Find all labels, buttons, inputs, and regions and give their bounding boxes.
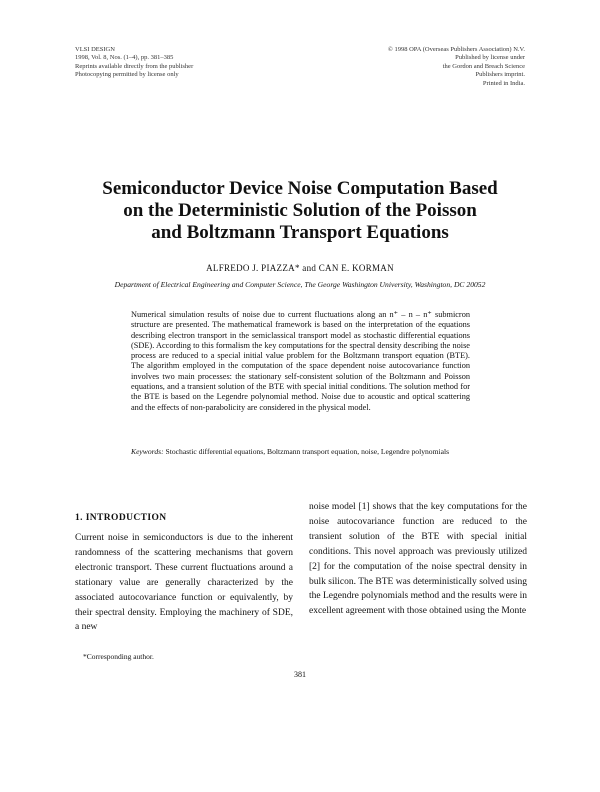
keywords: [131, 447, 470, 457]
reprints-note: Reprints available directly from the publisher: [75, 62, 194, 70]
keywords-text: Stochastic differential equations, Boltzmann transport equation, noise, Legendre polynomials: [165, 447, 450, 456]
copyright-line: © 1998 OPA (Overseas Publishers Association) N.V.: [387, 46, 525, 53]
photocopy-note: Photocopying permitted by license only: [75, 71, 179, 79]
imprint-line: Publishers imprint.: [475, 71, 525, 79]
journal-info: [75, 46, 193, 80]
copyright-info: [388, 46, 525, 88]
authors: ALFREDO J. PIAZZA* and CAN E. KORMAN: [206, 263, 394, 273]
intro-right-column: noise model [1] shows that the key computations for the noise autocovariance function are reduced to the transient solution of the BTE with special initial conditions. This novel approach was previously utilized [2] for the computation of the noise spectral density in bulk silicon. The BTE was deterministically solved using the Legendre polynomials method and the results were in excellent agreement with those obtained using the Monte: [309, 502, 527, 617]
intro-left-column: Current noise in semiconductors is due to the inherent randomness of the scattering mechanisms that govern electronic transport. These current fluctuations around a stationary value are generally characterized by the associated autocovariance function or equivalently, by their spectral density. Employing the machinery of SDE, a new: [75, 533, 293, 633]
keywords-label: Keywords:: [131, 447, 164, 456]
journal-name: VLSI DESIGN: [75, 46, 115, 53]
title-line: on the Deterministic Solution of the Poisson: [123, 200, 477, 221]
affiliation: Department of Electrical Engineering and Computer Science, The George Washington University, Washington, DC 20052: [114, 280, 486, 289]
abstract: Numerical simulation results of noise due to current fluctuations along an n⁺ – n – n⁺ submicron structure are presented. The mathematical framework is based on the interpretation of the equations describing electron transport in the semiclassical transport model as stochastic differential equations (SDE). According to this formalism the key computations for the spectral density describing the noise process are reduced to a special initial value problem for the Boltzmann transport equation (BTE). The algorithm employed in the computation of the space dependent noise autocovariance function involves two main processes: the stationary self-consistent solution of the Boltzmann and Poisson equations, and a transient solution of the BTE with special initial conditions. The solution method for the BTE is based on the Legendre polynomial method. Noise due to acoustic and optical scattering and the effects of non-parabolicity are considered in the physical model.: [131, 310, 470, 412]
license-line: Published by license under: [455, 54, 525, 62]
paper-title: [60, 178, 540, 244]
title-line: Semiconductor Device Noise Computation Based: [102, 178, 498, 199]
publisher-line: the Gordon and Breach Science: [442, 62, 525, 70]
journal-volume: 1998, Vol. 8, Nos. (1–4), pp. 381–385: [75, 54, 174, 62]
page-number: 381: [294, 670, 306, 679]
footnote: *Corresponding author.: [83, 652, 154, 661]
section-heading: 1. INTRODUCTION: [75, 513, 167, 523]
title-line: and Boltzmann Transport Equations: [151, 222, 449, 243]
printed-line: Printed in India.: [482, 79, 525, 87]
